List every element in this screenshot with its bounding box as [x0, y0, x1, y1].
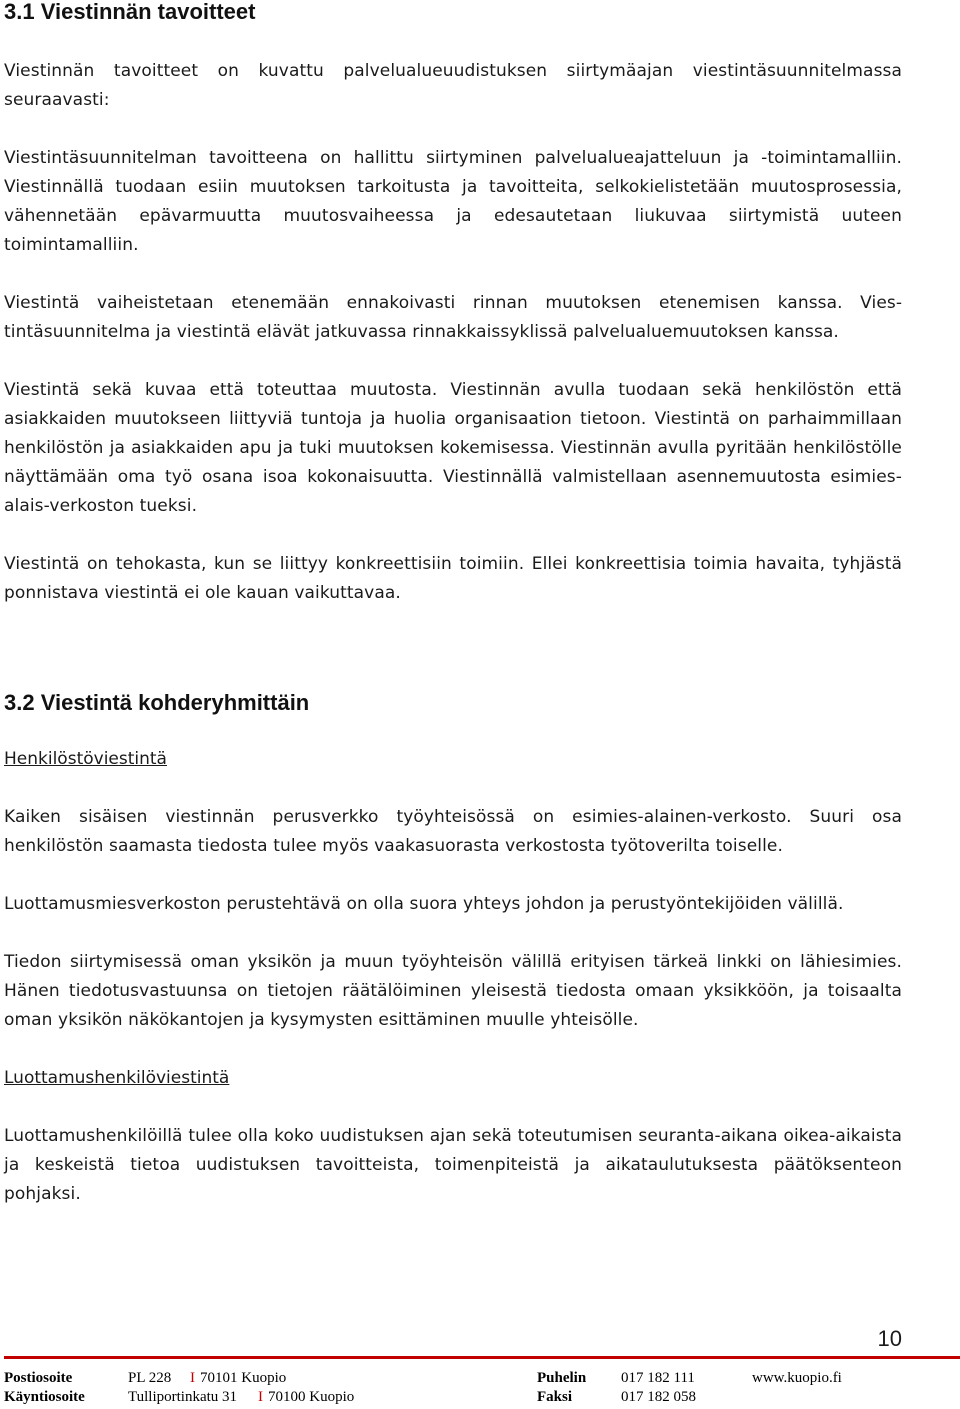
paragraph: Luottamusmiesverkoston perustehtävä on olla suora yhteys johdon ja perustyöntekijöiden välillä. [4, 894, 844, 914]
section-heading-3-1: 3.1 Viestinnän tavoitteet [4, 0, 256, 24]
page-number: 10 [877, 1326, 902, 1351]
paragraph: Kaiken sisäisen viestinnän perusverkko työyhteisössä on esimies-alainen-verkosto. Suuri osa henkilöstön saamasta tiedosta tulee myös vaakasuorasta verkostosta työtoverilta toiselle. [4, 807, 902, 856]
document-body [4, 0, 902, 1209]
subheading-henkilostoviestinta: Henkilöstöviestintä [4, 749, 167, 769]
paragraph: Viestintä on tehokasta, kun se liittyy konkreettisiin toimiin. Ellei konkreettisia toimia havaita, tyhjästä ponnistava viestintä ei ole kauan vaikuttavaa. [4, 554, 902, 603]
footer-fax-label: Faksi [537, 1389, 573, 1405]
footer-row-postal [4, 1369, 960, 1388]
footer-visiting-street: Tulliportinkatu 31 [128, 1389, 238, 1405]
footer-fax-value: 017 182 058 [621, 1389, 696, 1405]
footer-phone-value: 017 182 111 [621, 1370, 695, 1386]
paragraph: Tiedon siirtymisessä oman yksikön ja muun työyhteisön välillä erityisen tärkeä linkki on lähiesimies. Hänen tiedotusvastuunsa on tietojen räätälöiminen yleisestä tiedosta omaan yksikköön, ja toisaalta oman yksikön näkökantojen ja kysymysten esittäminen muulle yhteisölle. [4, 952, 902, 1030]
footer-postal-city: 70101 Kuopio [200, 1370, 287, 1386]
paragraph: Viestintä vaiheistetaan etenemään ennakoivasti rinnan muutoksen etenemisen kanssa. Viestintäsuunnitelma ja viestintä elävät jatkuvassa rinnakkaissyklissä palvelualuemuutoksen kanssa. [4, 293, 902, 342]
section-heading-3-2: 3.2 Viestintä kohderyhmittäin [4, 690, 310, 715]
footer-postal-box: PL 228 [128, 1370, 172, 1386]
footer-visiting-label: Käyntiosoite [4, 1389, 85, 1405]
page-footer [4, 1369, 960, 1407]
footer-row-visiting [4, 1388, 960, 1407]
footer-visiting-city: 70100 Kuopio [268, 1389, 355, 1405]
footer-separator: I [190, 1370, 195, 1386]
footer-separator: I [258, 1389, 263, 1405]
footer-website-link[interactable]: www.kuopio.fi [752, 1370, 842, 1386]
paragraph: Luottamushenkilöillä tulee olla koko uudistuksen ajan sekä toteutumisen seuranta-aikana oikea-aikaista ja keskeistä tietoa uudistuksen tavoitteista, toimenpiteistä ja aikataulutuksesta päätöksenteon pohjaksi. [4, 1126, 902, 1204]
footer-phone-label: Puhelin [537, 1370, 587, 1386]
footer-postal-label: Postiosoite [4, 1370, 73, 1386]
subheading-luottamushenkiloviestinta: Luottamushenkilöviestintä [4, 1068, 230, 1088]
footer-divider [4, 1356, 960, 1359]
paragraph: Viestintä sekä kuvaa että toteuttaa muutosta. Viestinnän avulla tuodaan sekä henkilöstön että asiakkaiden muutokseen liittyviä tuntoja ja huolia organisaation tietoon. Viestintä on parhaimmillaan henkilöstön ja asiakkaiden apu ja tuki muutoksen kokemisessa. Viestinnän avulla pyritään henkilöstölle näyttämään oma työ osana isoa kokonaisuutta. Viestinnällä valmistellaan asennemuutosta esimies-alais-verkoston tueksi. [4, 380, 902, 516]
paragraph: Viestinnän tavoitteet on kuvattu palvelualueuudistuksen siirtymäajan viestintäsuunnitelmassa seuraavasti: [4, 61, 902, 110]
paragraph: Viestintäsuunnitelman tavoitteena on hallittu siirtyminen palvelualueajatteluun ja -toimintamalliin. Viestinnällä tuodaan esiin muutoksen tarkoitusta ja tavoitteita, selkokielistetään muutosprosessia, vähennetään epävarmuutta muutosvaiheessa ja edesautetaan liukuvaa siirtymistä uuteen toimintamalliin. [4, 148, 902, 255]
